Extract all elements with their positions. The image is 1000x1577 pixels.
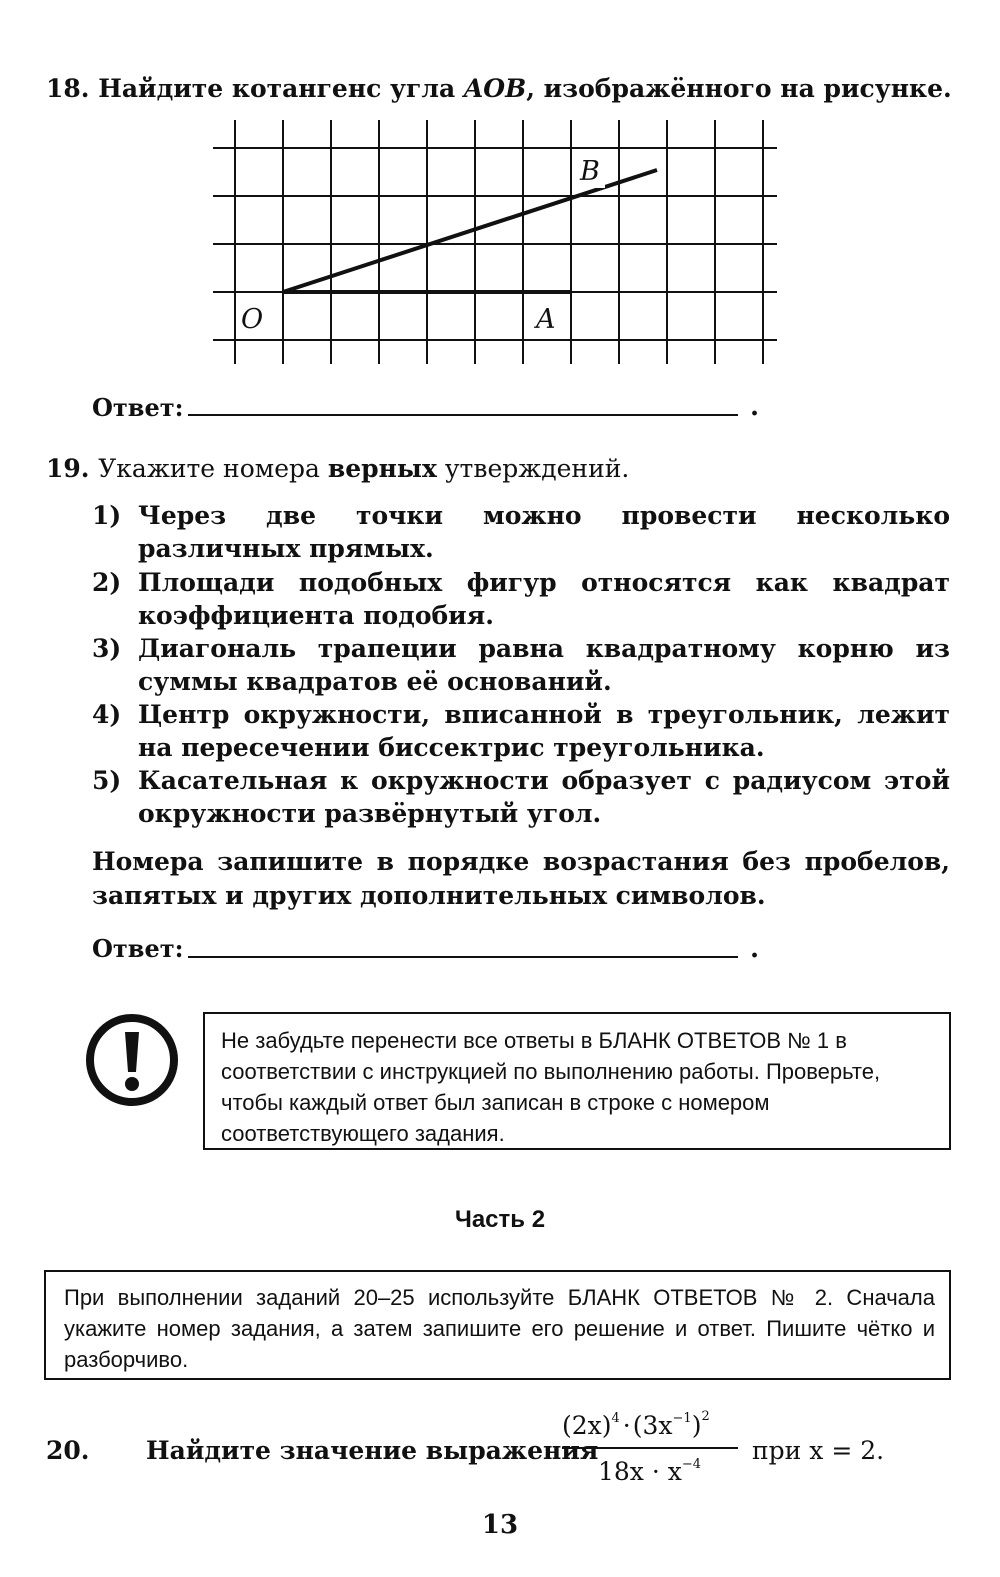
task-19-answer-dot: . bbox=[750, 934, 760, 964]
numerator-dot: · bbox=[622, 1411, 631, 1440]
task-18-answer-field[interactable] bbox=[188, 414, 738, 416]
task-18-text bbox=[46, 74, 952, 103]
task-18-text-before: Найдите котангенс угла bbox=[98, 74, 464, 103]
numerator-close-paren: ) bbox=[691, 1411, 702, 1440]
task-20-number: 20. bbox=[46, 1436, 90, 1465]
task-19-text-before: Укажите номера bbox=[98, 454, 328, 483]
statement-item-2 bbox=[92, 566, 950, 632]
task-20-text: Найдите значение выражения bbox=[146, 1436, 599, 1465]
numerator-inner-exponent: −1 bbox=[672, 1411, 692, 1426]
task-18-angle: AOB bbox=[463, 74, 527, 103]
page-number: 13 bbox=[481, 1510, 519, 1540]
statement-item-1 bbox=[92, 499, 950, 565]
statement-item-5 bbox=[92, 764, 950, 830]
task-18-text-after: , изображённого на рисунке. bbox=[526, 74, 952, 103]
statement-text: Касательная к окружности образует с радиусом этой окружности развёрнутый угол. bbox=[138, 766, 950, 828]
point-b-label: B bbox=[580, 156, 600, 187]
fraction-numerator bbox=[562, 1409, 710, 1440]
numerator-exponent-1: 4 bbox=[611, 1411, 620, 1426]
statement-text: Диагональ трапеции равна квадратному корню из суммы квадратов её оснований. bbox=[138, 634, 950, 696]
part-2-instructions-box bbox=[44, 1270, 951, 1380]
task-19-answer-field[interactable] bbox=[188, 956, 738, 958]
task-19-text-after: утверждений. bbox=[436, 454, 630, 483]
warning-text: Не забудьте перенести все ответы в БЛАНК ОТВЕТОВ № 1 в соответствии с инструкцией по выполнению работы. Проверьте, чтобы каждый ответ был записан в строке с номером соответствующего задания. bbox=[221, 1028, 881, 1146]
fraction-denominator bbox=[598, 1457, 701, 1486]
task-18-number: 18. bbox=[46, 74, 90, 103]
statement-item-4 bbox=[92, 698, 950, 764]
point-o-label: O bbox=[241, 304, 264, 335]
task-19-number: 19. bbox=[46, 454, 90, 483]
part-2-instructions: При выполнении заданий 20–25 используйте БЛАНК ОТВЕТОВ № 2. Сначала укажите номер задания, а затем запишите его решение и ответ. Пишите чётко и разборчиво. bbox=[64, 1285, 935, 1372]
numerator-term-1: (2x) bbox=[562, 1411, 612, 1440]
task-19-text bbox=[46, 454, 629, 483]
statement-text: Площади подобных фигур относятся как квадрат коэффициента подобия. bbox=[138, 568, 950, 630]
statement-number: 4) bbox=[92, 700, 122, 729]
ray-ob bbox=[283, 170, 657, 292]
task-20-condition: при x = 2. bbox=[752, 1436, 885, 1465]
denominator-base: 18x · x bbox=[598, 1457, 682, 1486]
numerator-exponent-2: 2 bbox=[701, 1409, 710, 1424]
statement-item-3 bbox=[92, 632, 950, 698]
statement-number: 2) bbox=[92, 568, 122, 597]
statement-number: 3) bbox=[92, 634, 122, 663]
task-18-answer-dot: . bbox=[750, 392, 760, 422]
point-a-label: A bbox=[536, 304, 556, 335]
task-18-answer-label: Ответ: bbox=[92, 393, 184, 422]
numerator-term-2: (3x bbox=[632, 1411, 673, 1440]
statement-number: 5) bbox=[92, 766, 122, 795]
statement-text: Центр окружности, вписанной в треугольник, лежит на пересечении биссектрис треугольника. bbox=[138, 700, 950, 762]
task-19-note: Номера запишите в порядке возрастания без пробелов, запятых и других дополнительных символов. bbox=[92, 847, 950, 910]
task-19-answer-label: Ответ: bbox=[92, 934, 184, 963]
task-18-figure bbox=[205, 120, 795, 370]
statement-number: 1) bbox=[92, 501, 122, 530]
statement-text: Через две точки можно провести несколько различных прямых. bbox=[138, 501, 950, 563]
exclamation-circle-icon bbox=[84, 1012, 180, 1108]
task-19-text-bold: верных bbox=[327, 454, 437, 483]
warning-box bbox=[203, 1012, 951, 1150]
part-2-title: Часть 2 bbox=[454, 1206, 546, 1233]
expression-fraction bbox=[562, 1400, 742, 1492]
denominator-exponent: −4 bbox=[681, 1457, 702, 1472]
